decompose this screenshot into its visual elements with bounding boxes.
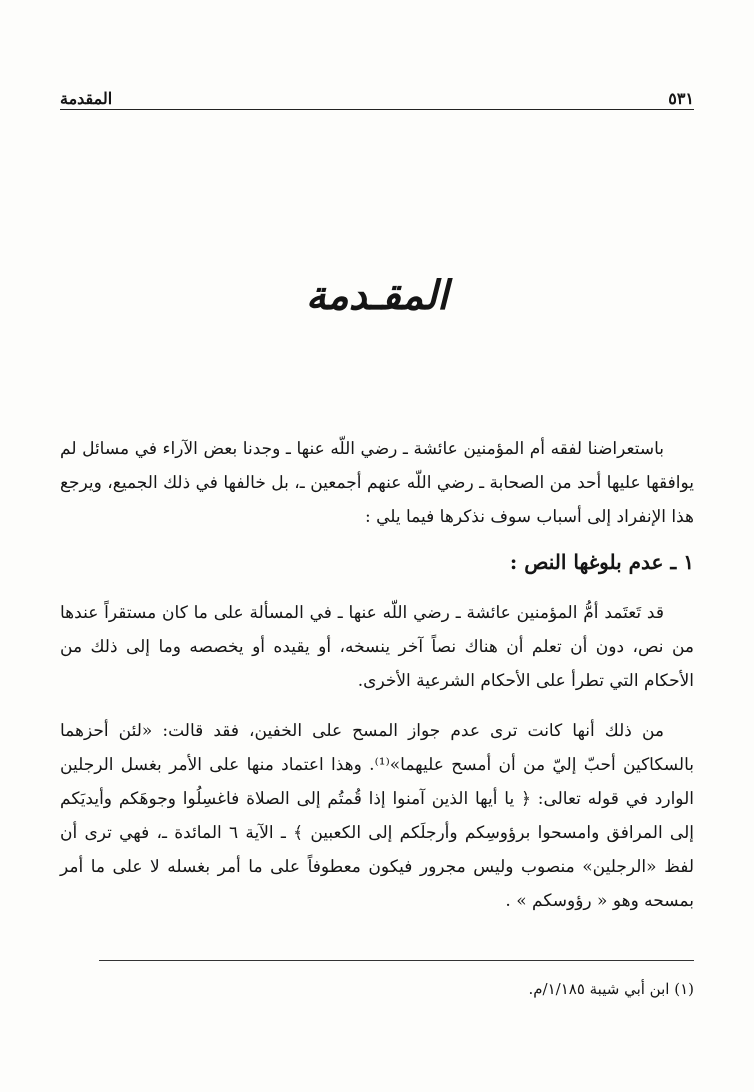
header-rule: [60, 109, 694, 110]
footnote: (١) ابن أبي شيبة ١/١٨٥/م.: [528, 980, 694, 998]
chapter-title: المقـدمة: [305, 272, 449, 319]
footnote-rule: [99, 960, 694, 961]
section-paragraph-2: من ذلك أنها كانت ترى عدم جواز المسح على الخفين، فقد قالت: «لئن أحزهما بالسكاكين أحبّ إليّ من أن أمسح عليهما»⁽¹⁾. وهذا اعتماد منها على الأمر بغسل الرجلين الوارد في قوله تعالى: ﴿ يا أيها الذين آمنوا إذا قُمتُم إلى الصلاة فاغسِلُوا وجوهَكم وأيديَكم إلى المرافق وامسحوا برؤوسِكم وأرجلَكم إلى الكعبين ﴾ ـ الآية ٦ المائدة ـ، فهي ترى أن لفظ «الرجلين» منصوب وليس مجرور فيكون معطوفاً على ما أمر بغسله لا على ما أمر بمسحه وهو « رؤوسكم » .: [60, 721, 694, 911]
body-text: [60, 432, 694, 918]
running-head: [60, 80, 694, 108]
section-paragraph-1: قد تَعتَمد أمُّ المؤمنين عائشة ـ رضي اللّه عنها ـ في المسألة على ما كان مستقراً عندها من نص، دون أن تعلم أن هناك نصاً آخر ينسخه، أو يقيده أو يخصصه وما إلى ذلك من الأحكام التي تطرأ على الأحكام الشرعية الأخرى.: [60, 603, 694, 691]
section-heading: ١ ـ عدم بلوغها النص :: [509, 550, 694, 574]
page-number: ٥٣١: [668, 89, 694, 108]
intro-paragraph: باستعراضنا لفقه أم المؤمنين عائشة ـ رضي اللّه عنها ـ وجدنا بعض الآراء في مسائل لم يوافقها عليها أحد من الصحابة ـ رضي اللّه عنهم أجمعين ـ، بل خالفها في ذلك الجميع، ويرجع هذا الإنفراد إلى أسباب سوف نذكرها فيما يلي :: [60, 439, 694, 527]
running-title: المقدمة: [60, 89, 113, 108]
